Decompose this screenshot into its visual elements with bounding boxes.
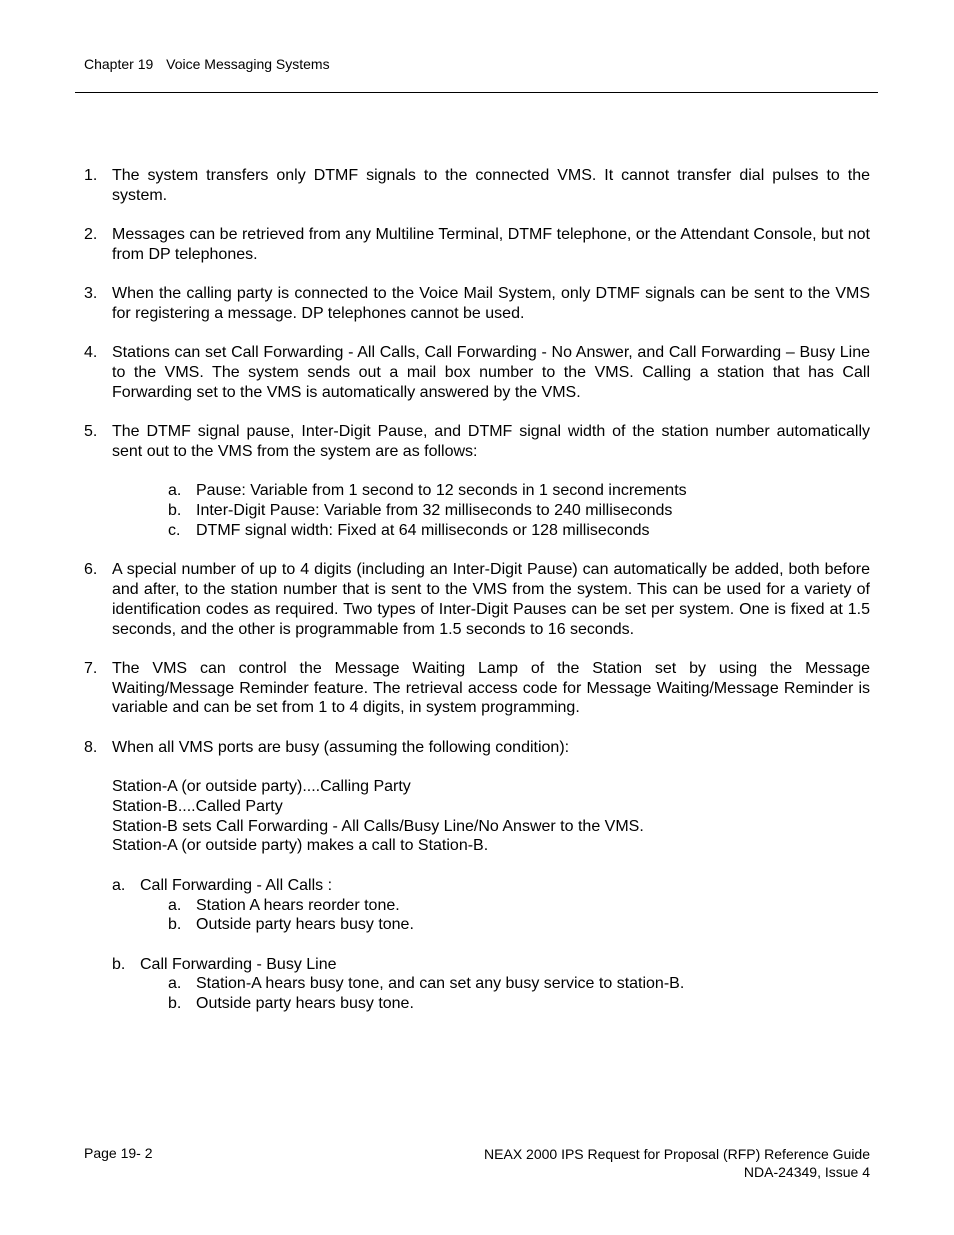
list-item-7 <box>84 659 870 718</box>
case-text: Call Forwarding - All Calls : <box>140 876 333 894</box>
guide-title: NEAX 2000 IPS Request for Proposal (RFP) Reference Guide <box>484 1146 870 1162</box>
page-footer <box>484 1145 870 1181</box>
item-number: 3. <box>84 285 98 303</box>
sublist-text: Station-A hears busy tone, and can set any busy service to station-B. <box>196 975 685 993</box>
list-item-6 <box>84 560 870 639</box>
list-item-4 <box>84 343 870 402</box>
case-letter: a. <box>112 876 126 894</box>
sublist-text: DTMF signal width: Fixed at 64 milliseconds or 128 milliseconds <box>196 521 650 539</box>
case-sublist <box>168 974 870 1014</box>
document-number: NDA-24349, Issue 4 <box>743 1164 870 1180</box>
sublist-item <box>168 481 870 501</box>
sublist-item <box>168 521 870 541</box>
sublist-text: Outside party hears busy tone. <box>196 995 414 1013</box>
sublist-letter: a. <box>168 975 182 993</box>
item-text: The VMS can control the Message Waiting Lamp of the Station set by using the Message Waiting/Message Reminder feature. The retrieval access code for Message Waiting/Message Reminder is variable and can be set from 1 to 4 digits, in system programming. <box>112 659 870 717</box>
item-text: When the calling party is connected to the Voice Mail System, only DTMF signals can be sent to the VMS for registering a message. DP telephones cannot be used. <box>112 285 870 322</box>
item-number: 8. <box>84 738 98 756</box>
sublist-item <box>168 896 870 916</box>
document-body <box>84 166 870 1034</box>
sublist-item <box>168 915 870 935</box>
case-heading <box>112 955 870 975</box>
case-all-calls <box>112 876 870 935</box>
condition-block <box>112 777 870 856</box>
item-number: 7. <box>84 659 98 677</box>
sublist-letter: b. <box>168 916 182 934</box>
sublist-letter: b. <box>168 995 182 1013</box>
condition-line: Station-B sets Call Forwarding - All Calls/Busy Line/No Answer to the VMS. <box>112 817 644 835</box>
item-text: A special number of up to 4 digits (including an Inter-Digit Pause) can automatically be added, both before and after, to the station number that is sent to the VMS from the system. This can be used for a variety of identification codes as required. Two types of Inter-Digit Pauses can be set per system. One is fixed at 1.5 seconds, and the other is programmable from 1.5 seconds to 16 seconds. <box>112 561 870 638</box>
item-text: Messages can be retrieved from any Multiline Terminal, DTMF telephone, or the Attendant Console, but not from DP telephones. <box>112 226 870 263</box>
condition-line: Station-A (or outside party) makes a call to Station-B. <box>112 837 489 855</box>
item-number: 1. <box>84 167 98 184</box>
item-number: 4. <box>84 344 98 362</box>
case-sublist <box>168 896 870 936</box>
item-text: The DTMF signal pause, Inter-Digit Pause, and DTMF signal width of the station number automatically sent out to the VMS from the system are as follows: <box>112 423 870 460</box>
page-number: Page 19- 2 <box>84 1145 153 1161</box>
item-text: Stations can set Call Forwarding - All Calls, Call Forwarding - No Answer, and Call Forwarding – Busy Line to the VMS. The system sends out a mail box number to the VMS. Calling a station that has Call Forwarding set to the VMS is automatically answered by the VMS. <box>112 344 870 401</box>
header-rule <box>75 92 878 93</box>
item-number: 5. <box>84 423 98 441</box>
list-item-2 <box>84 225 870 265</box>
sublist-text: Station A hears reorder tone. <box>196 896 400 914</box>
condition-line: Station-A (or outside party)....Calling Party <box>112 778 411 796</box>
sublist-item <box>168 974 870 994</box>
page-header <box>84 56 330 72</box>
item-text: When all VMS ports are busy (assuming the following condition): <box>112 738 570 756</box>
case-heading <box>112 876 870 896</box>
item-number: 6. <box>84 561 98 579</box>
item-text: The system transfers only DTMF signals to the connected VMS. It cannot transfer dial pulses to the system. <box>112 167 870 204</box>
case-letter: b. <box>112 955 126 973</box>
sublist-letter: a. <box>168 482 182 500</box>
sublist-letter: a. <box>168 896 182 914</box>
condition-line: Station-B....Called Party <box>112 797 283 815</box>
chapter-title: Voice Messaging Systems <box>166 56 330 72</box>
sublist-text: Outside party hears busy tone. <box>196 916 414 934</box>
sublist-letter: b. <box>168 502 182 520</box>
case-text: Call Forwarding - Busy Line <box>140 955 337 973</box>
chapter-number: Chapter 19 <box>84 56 154 72</box>
sublist-item <box>168 994 870 1014</box>
timing-sublist <box>168 481 870 540</box>
item-number: 2. <box>84 226 98 244</box>
list-item-8 <box>84 738 870 1014</box>
sublist-text: Pause: Variable from 1 second to 12 seconds in 1 second increments <box>196 482 687 500</box>
case-busy-line <box>112 955 870 1014</box>
list-item-5 <box>84 422 870 540</box>
list-item-3 <box>84 284 870 324</box>
sublist-text: Inter-Digit Pause: Variable from 32 milliseconds to 240 milliseconds <box>196 502 673 520</box>
sublist-letter: c. <box>168 521 181 539</box>
sublist-item <box>168 501 870 521</box>
list-item-1 <box>84 166 870 206</box>
